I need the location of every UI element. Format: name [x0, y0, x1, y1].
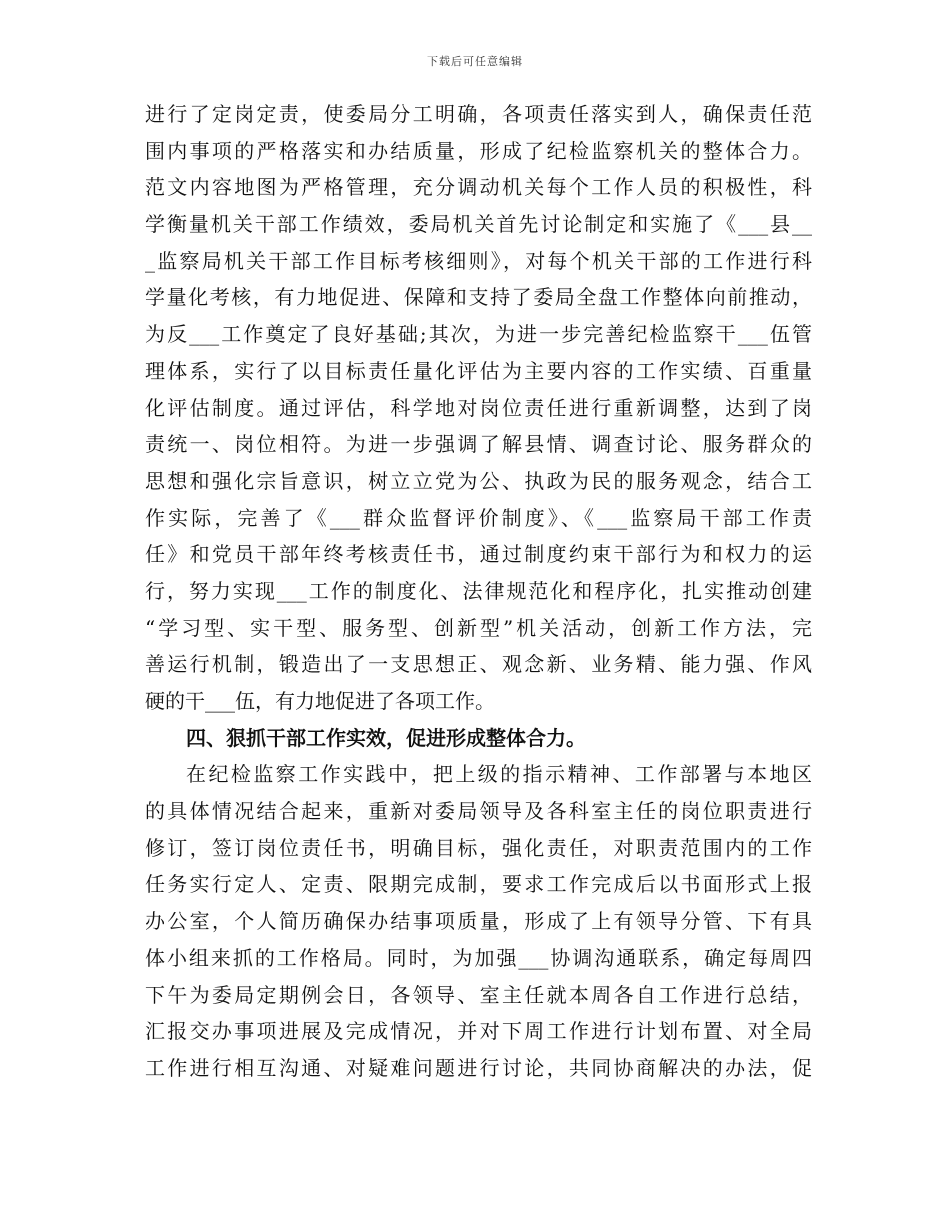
paragraph-line: 工作进行相互沟通、对疑难问题进行讨论，共同协商解决的办法，促	[145, 1055, 812, 1080]
paragraph-line: 行，努力实现___工作的制度化、法律规范化和程序化，扎实推动创建	[145, 578, 812, 603]
paragraph-line: 为反___工作奠定了良好基础;其次，为进一步完善纪检监察干___伍管	[145, 322, 812, 347]
paragraph-line: 在纪检监察工作实践中，把上级的指示精神、工作部署与本地区	[186, 762, 812, 787]
section-heading: 四、狠抓干部工作实效，促进形成整体合力。	[186, 725, 586, 750]
paragraph-line: 任务实行定人、定责、限期完成制，要求工作完成后以书面形式上报	[145, 872, 812, 897]
page-header: 下载后可任意编辑	[427, 55, 523, 68]
paragraph-line: 范文内容地图为严格管理，充分调动机关每个工作人员的积极性，科	[145, 175, 812, 200]
paragraph-line: 化评估制度。通过评估，科学地对岗位责任进行重新调整，达到了岗	[145, 395, 812, 420]
paragraph-line: 理体系，实行了以目标责任量化评估为主要内容的工作实绩、百重量	[145, 358, 812, 383]
paragraph-line: 思想和强化宗旨意识，树立立党为公、执政为民的服务观念，结合工	[145, 468, 812, 493]
document-body	[145, 96, 812, 1087]
paragraph-line: 修订，签订岗位责任书，明确目标，强化责任，对职责范围内的工作	[145, 835, 812, 860]
paragraph-line: 进行了定岗定责，使委局分工明确，各项责任落实到人，确保责任范	[145, 102, 812, 126]
paragraph-line: 汇报交办事项进展及完成情况，并对下周工作进行计划布置、对全局	[145, 1019, 812, 1044]
paragraph-line: “学习型、实干型、服务型、创新型”机关活动，创新工作方法，完	[145, 615, 812, 640]
paragraph-line: 硬的干___伍，有力地促进了各项工作。	[145, 689, 495, 713]
paragraph-line: _监察局机关干部工作目标考核细则》，对每个机关干部的工作进行科	[145, 248, 812, 273]
paragraph-line: 体小组来抓的工作格局。同时，为加强___协调沟通联系，确定每周四	[145, 945, 812, 970]
paragraph-line: 责统一、岗位相符。为进一步强调了解县情、调查讨论、服务群众的	[145, 432, 812, 457]
paragraph-line: 善运行机制，锻造出了一支思想正、观念新、业务精、能力强、作风	[145, 652, 812, 677]
paragraph-line: 的具体情况结合起来，重新对委局领导及各科室主任的岗位职责进行	[145, 799, 812, 824]
paragraph-line: 任》和党员干部年终考核责任书，通过制度约束干部行为和权力的运	[145, 542, 812, 567]
paragraph-line: 围内事项的严格落实和办结质量，形成了纪检监察机关的整体合力。	[145, 138, 812, 163]
paragraph-line: 下午为委局定期例会日，各领导、室主任就本周各自工作进行总结，	[145, 982, 812, 1007]
paragraph-line: 办公室，个人简历确保办结事项质量，形成了上有领导分管、下有具	[145, 909, 812, 934]
paragraph-line: 学量化考核，有力地促进、保障和支持了委局全盘工作整体向前推动，	[145, 285, 812, 310]
paragraph-line: 作实际，完善了《___群众监督评价制度》、《___监察局干部工作责	[145, 505, 812, 530]
paragraph-line: 学衡量机关干部工作绩效，委局机关首先讨论制定和实施了《___县__	[145, 212, 812, 237]
